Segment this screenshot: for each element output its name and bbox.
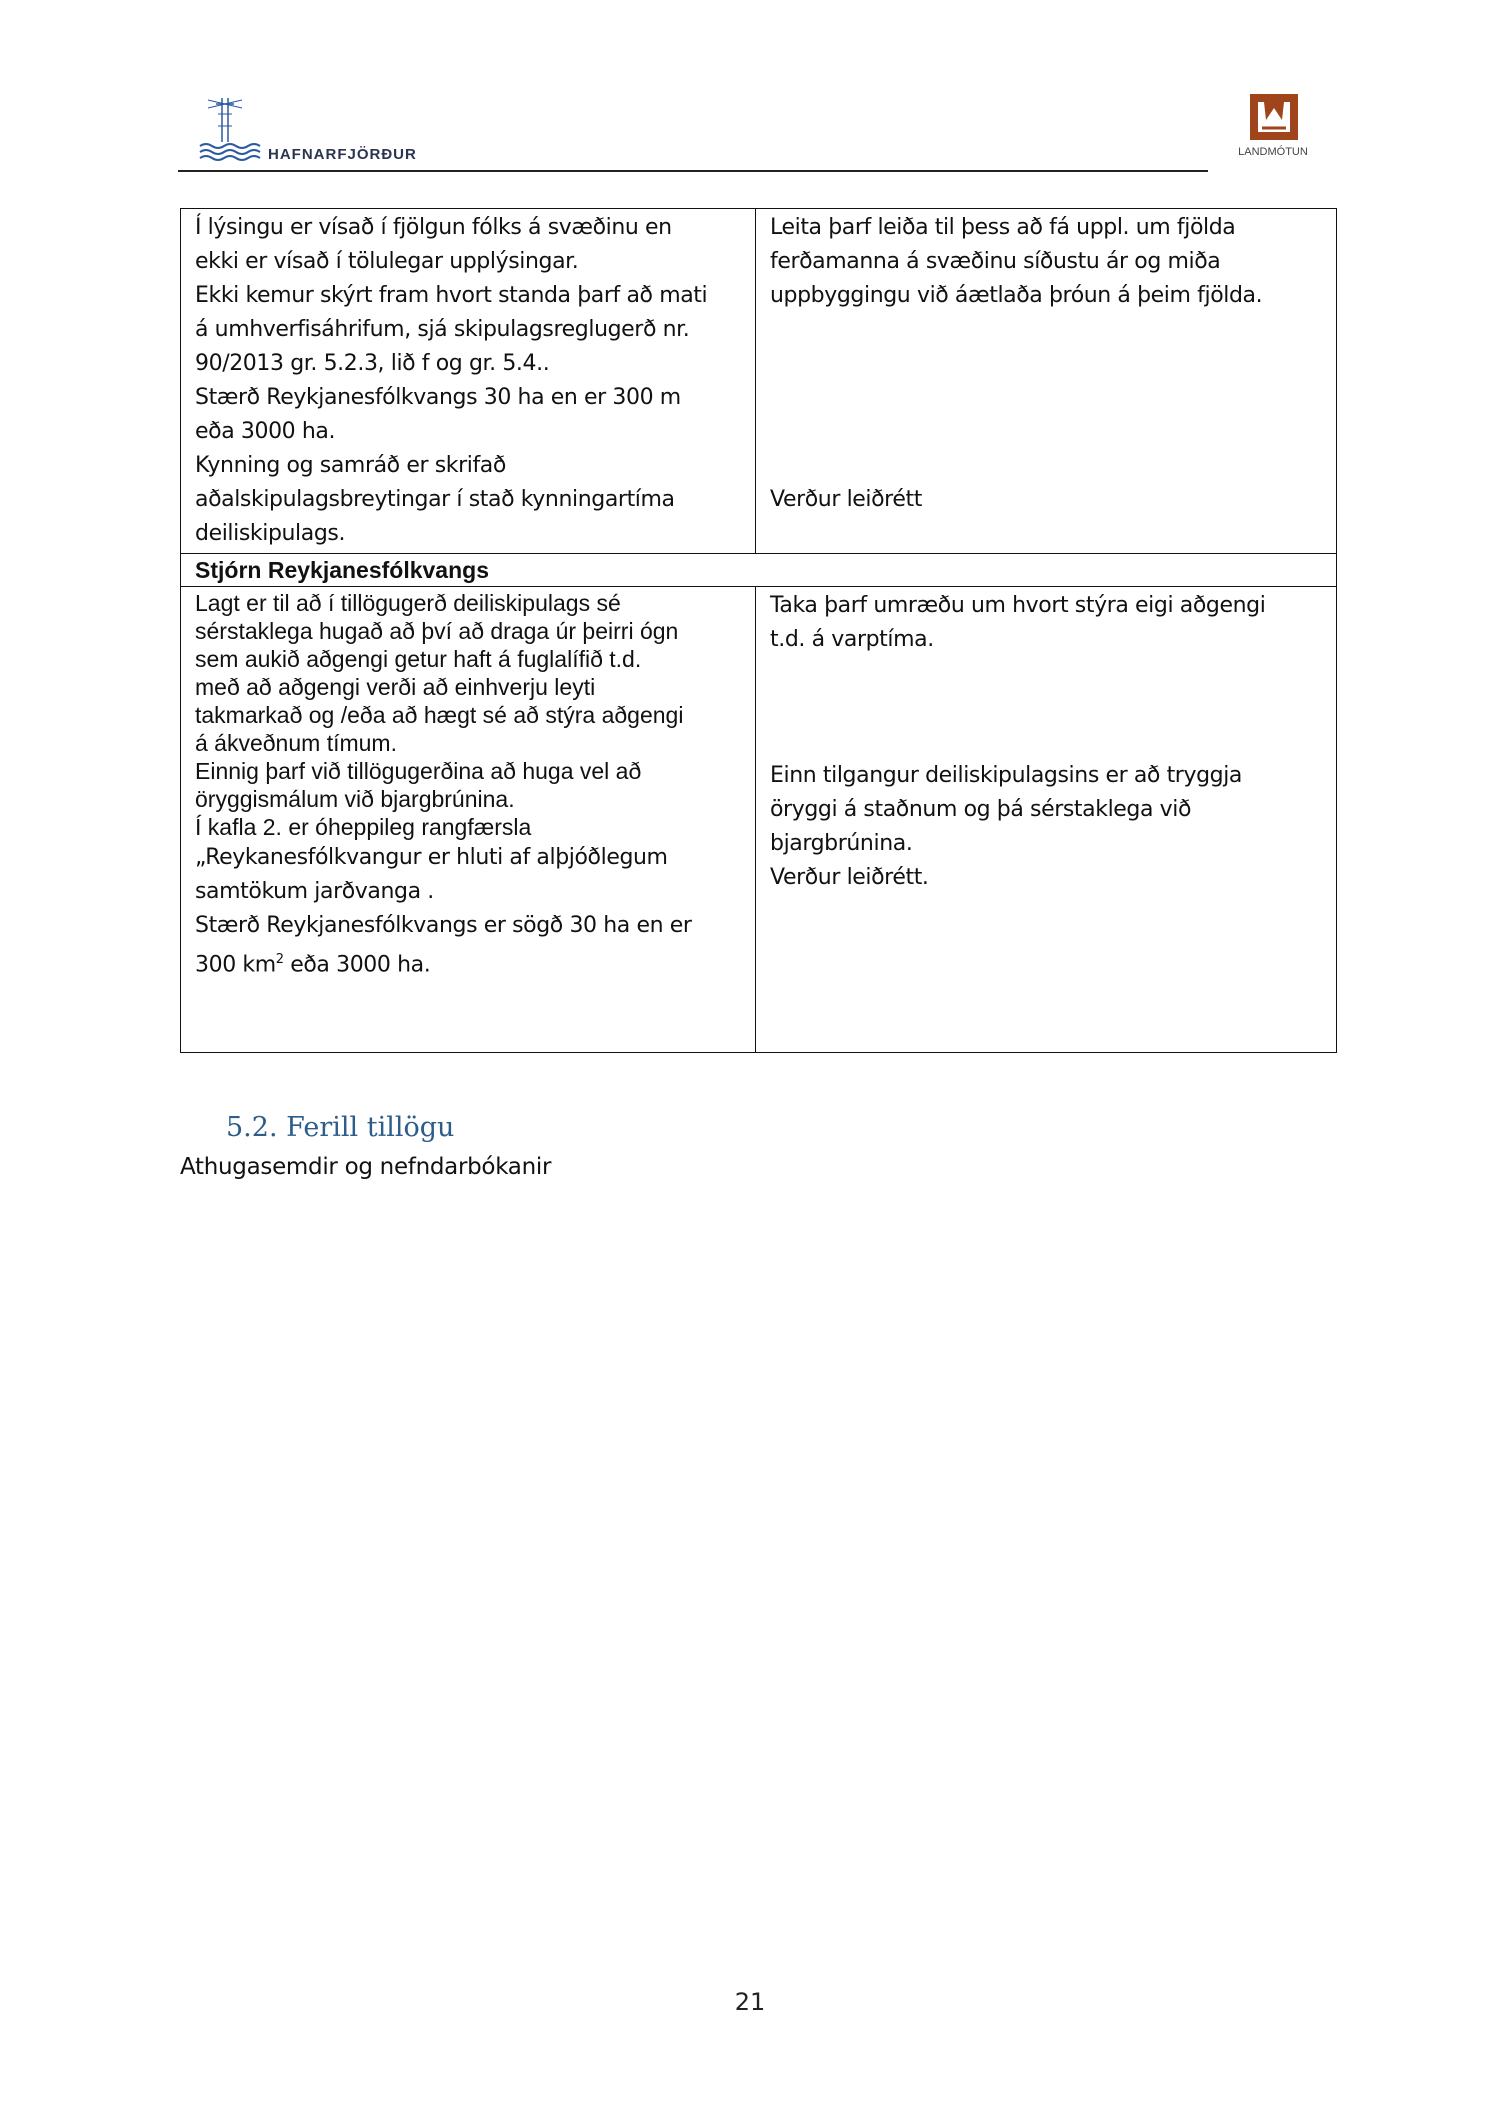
cell-line: ekki er vísað í tölulegar upplýsingar. bbox=[195, 249, 579, 274]
spacer bbox=[770, 313, 1324, 483]
cell-line: á umhverfisáhrifum, sjá skipulagsreglugerð nr. bbox=[195, 317, 690, 342]
hafnarfjordur-logo bbox=[198, 96, 598, 162]
table-row bbox=[181, 587, 1337, 1053]
area-alt: eða 3000 ha. bbox=[283, 952, 431, 978]
section-title-cell bbox=[181, 554, 1337, 587]
table-cell-response bbox=[756, 209, 1337, 554]
comments-table bbox=[180, 208, 1337, 1053]
cell-line: Lagt er til að í tillögugerð deiliskipulags sé bbox=[195, 590, 621, 616]
hafnarfjordur-brand: HAFNARFJÖRÐUR bbox=[268, 146, 417, 163]
cell-line: Taka þarf umræðu um hvort stýra eigi aðgengi bbox=[770, 593, 1266, 618]
cell-line: öryggismálum við bjargbrúnina. bbox=[195, 786, 515, 812]
cell-line: 90/2013 gr. 5.2.3, lið f og gr. 5.4.. bbox=[195, 351, 550, 376]
page-number: 21 bbox=[734, 1988, 766, 2016]
table-cell-response bbox=[756, 587, 1337, 1053]
area-value: 300 km bbox=[195, 952, 276, 978]
page-header bbox=[178, 92, 1318, 178]
cell-line: með að aðgengi verði að einhverju leyti bbox=[195, 674, 596, 700]
cell-line: sem aukið aðgengi getur haft á fuglalífið t.d. bbox=[195, 646, 642, 672]
cell-line: aðalskipulagsbreytingar í stað kynningartíma bbox=[195, 487, 675, 512]
cell-line: samtökum jarðvanga . bbox=[195, 879, 434, 904]
spacer bbox=[770, 657, 1324, 759]
section-text: Athugasemdir og nefndarbókanir bbox=[180, 1154, 552, 1180]
cell-line: deiliskipulags. bbox=[195, 521, 346, 546]
table-cell-comment bbox=[181, 209, 756, 554]
landmotun-mark-icon bbox=[1250, 94, 1298, 140]
landmotun-brand: LANDMÓTUN bbox=[1238, 146, 1308, 158]
landmotun-logo bbox=[1228, 92, 1318, 162]
cell-line: t.d. á varptíma. bbox=[770, 627, 934, 652]
section-heading: 5.2. Ferill tillögu bbox=[226, 1112, 455, 1143]
cell-line: Einnig þarf við tillögugerðina að huga vel að bbox=[195, 758, 642, 784]
cell-line: Ekki kemur skýrt fram hvort standa þarf að mati bbox=[195, 283, 708, 308]
cell-line: öryggi á staðnum og þá sérstaklega við bbox=[770, 797, 1192, 822]
cell-line: Einn tilgangur deiliskipulagsins er að tryggja bbox=[770, 763, 1242, 788]
cell-line: eða 3000 ha. bbox=[195, 419, 336, 444]
cell-line: Í kafla 2. er óheppileg rangfærsla bbox=[195, 814, 532, 840]
cell-line: bjargbrúnina. bbox=[770, 831, 913, 856]
cell-line: Í lýsingu er vísað í fjölgun fólks á svæðinu en bbox=[195, 215, 672, 240]
cell-line: ferðamanna á svæðinu síðustu ár og miða bbox=[770, 249, 1221, 274]
cell-line: Verður leiðrétt. bbox=[770, 865, 929, 890]
cell-line: Kynning og samráð er skrifað bbox=[195, 453, 506, 478]
cell-line-area bbox=[195, 943, 743, 982]
lighthouse-icon bbox=[198, 96, 268, 162]
cell-line: á ákveðnum tímum. bbox=[195, 730, 397, 756]
section-title: Stjórn Reykjanesfólkvangs bbox=[195, 557, 489, 583]
cell-line: Stærð Reykjanesfólkvangs er sögð 30 ha en er bbox=[195, 913, 692, 938]
table-section-row bbox=[181, 554, 1337, 587]
table-row bbox=[181, 209, 1337, 554]
cell-line: uppbyggingu við áætlaða þróun á þeim fjölda. bbox=[770, 283, 1263, 308]
cell-line: Verður leiðrétt bbox=[770, 487, 922, 512]
cell-line: „Reykanesfólkvangur er hluti af alþjóðlegum bbox=[195, 845, 668, 870]
cell-line: Stærð Reykjanesfólkvangs 30 ha en er 300 m bbox=[195, 385, 681, 410]
header-rule bbox=[178, 170, 1208, 172]
cell-line: Leita þarf leiða til þess að fá uppl. um fjölda bbox=[770, 215, 1236, 240]
table-cell-comment bbox=[181, 587, 756, 1053]
area-superscript: 2 bbox=[275, 952, 284, 967]
cell-line: takmarkað og /eða að hægt sé að stýra aðgengi bbox=[195, 702, 684, 728]
cell-line: sérstaklega hugað að því að draga úr þeirri ógn bbox=[195, 618, 679, 644]
